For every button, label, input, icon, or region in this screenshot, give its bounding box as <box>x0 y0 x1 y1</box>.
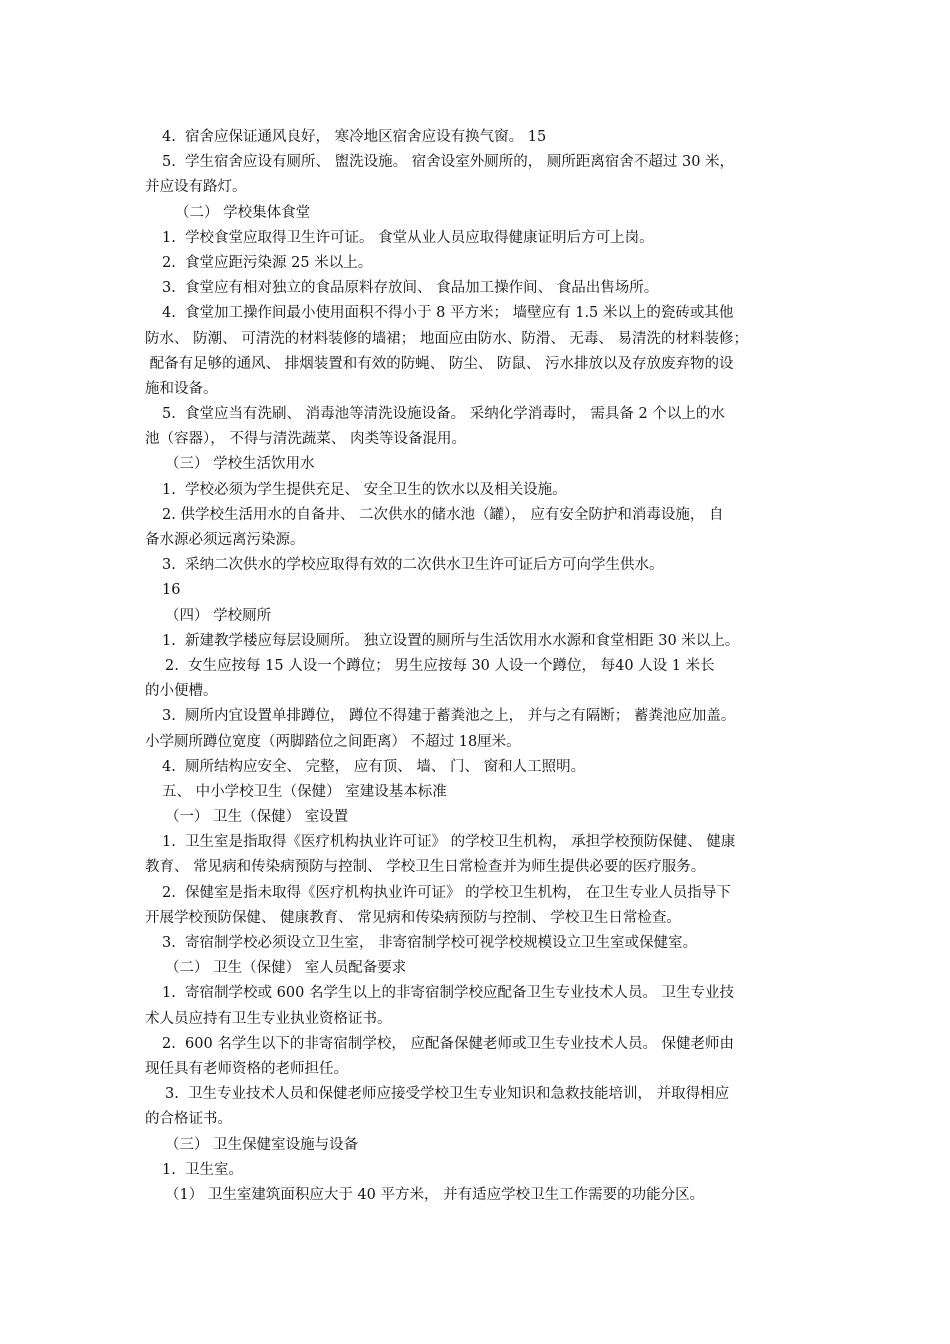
text-line: 池（容器）， 不得与清洗蔬菜、 肉类等设备混用。 <box>145 431 466 448</box>
text-line: 1. 寄宿制学校或 600 名学生以上的非寄宿制学校应配备卫生专业技术人员。 卫生专业技 <box>162 985 735 1002</box>
text-line: 1. 卫生室是指取得《医疗机构执业许可证》 的学校卫生机构， 承担学校预防保健、 健康 <box>162 834 736 851</box>
text-line: 配备有足够的通风、 排烟装置和有效的防蝇、 防尘、 防鼠、 污水排放以及存放废弃物的设 <box>145 355 734 372</box>
text-line: 4. 食堂加工操作间最小使用面积不得小于 8 平方米； 墙壁应有 1.5 米以上的瓷砖或其他 <box>162 305 734 322</box>
text-line: 教育、 常见病和传染病预防与控制、 学校卫生日常检查并为师生提供必要的医疗服务。 <box>145 859 706 876</box>
text-line: 小学厕所蹲位宽度（两脚踏位之间距离） 不超过 18厘米。 <box>145 733 521 750</box>
text-line: 2. 供学校生活用水的自备井、 二次供水的储水池（罐）， 应有安全防护和消毒设施， 自 <box>162 506 724 523</box>
text-line: 1. 学校必须为学生提供充足、 安全卫生的饮水以及相关设施。 <box>162 481 567 498</box>
text-line: 4. 宿舍应保证通风良好， 寒冷地区宿舍应设有换气窗。 15 <box>162 129 547 145</box>
text-line: （一） 卫生（保健） 室设置 <box>165 809 349 826</box>
text-line: 防水、 防潮、 可清洗的材料装修的墙裙； 地面应由防水、防滑、 无毒、 易清洗的材料装修； <box>145 330 749 347</box>
document-body <box>145 125 810 1208</box>
text-line: （二） 学校集体食堂 <box>175 204 311 221</box>
text-line: 3. 卫生专业技术人员和保健老师应接受学校卫生专业知识和急救技能培训， 并取得相应 <box>165 1086 730 1103</box>
text-line: 备水源必须远离污染源。 <box>145 532 305 548</box>
text-line: 现任具有老师资格的老师担任。 <box>145 1060 348 1077</box>
text-line: 3. 寄宿制学校必须设立卫生室， 非寄宿制学校可视学校规模设立卫生室或保健室。 <box>162 935 698 951</box>
text-line: （四） 学校厕所 <box>165 607 272 624</box>
text-line: （1） 卫生室建筑面积应大于 40 平方米， 并有适应学校卫生工作需要的功能分区。 <box>165 1186 705 1203</box>
text-line: 2. 女生应按每 15 人设一个蹲位； 男生应按每 30 人设一个蹲位， 每40 人设 1 米长 <box>165 657 715 674</box>
text-line: 3. 厕所内宜设置单排蹲位， 蹲位不得建于蓄粪池之上， 并与之有隔断； 蓄粪池应加盖。 <box>162 708 736 725</box>
text-line: 五、 中小学校卫生（保健） 室建设基本标准 <box>162 783 447 800</box>
text-line: 1. 学校食堂应取得卫生许可证。 食堂从业人员应取得健康证明后方可上岗。 <box>162 229 654 246</box>
text-line: 的小便槽。 <box>145 683 218 700</box>
text-line: 并应设有路灯。 <box>145 179 247 196</box>
text-line: （三） 卫生保健室设施与设备 <box>165 1136 359 1153</box>
text-line: 3. 食堂应有相对独立的食品原料存放间、 食品加工操作间、 食品出售场所。 <box>162 280 659 297</box>
text-line: 开展学校预防保健、 健康教育、 常见病和传染病预防与控制、 学校卫生日常检查。 <box>145 909 681 926</box>
text-line: 1. 新建教学楼应每层设厕所。 独立设置的厕所与生活饮用水水源和食堂相距 30 米以上。 <box>162 632 740 649</box>
text-line: 2. 食堂应距污染源 25 米以上。 <box>162 254 373 271</box>
text-line: 2. 保健室是指未取得《医疗机构执业许可证》 的学校卫生机构， 在卫生专业人员指导下 <box>162 884 731 901</box>
text-line: 4. 厕所结构应安全、 完整， 应有顶、 墙、 门、 窗和人工照明。 <box>162 758 586 775</box>
text-line: 5. 食堂应当有洗刷、 消毒池等清洗设施设备。 采纳化学消毒时， 需具备 2 个以上的水 <box>162 406 725 423</box>
text-line: 2. 600 名学生以下的非寄宿制学校， 应配备保健老师或卫生专业技术人员。 保健老师由 <box>162 1035 735 1052</box>
text-line: 的合格证书。 <box>145 1111 232 1128</box>
text-line: （二） 卫生（保健） 室人员配备要求 <box>165 960 407 977</box>
text-line: 术人员应持有卫生专业执业资格证书。 <box>145 1010 392 1027</box>
text-line: 3. 采纳二次供水的学校应取得有效的二次供水卫生许可证后方可向学生供水。 <box>162 557 664 574</box>
text-line: 施和设备。 <box>145 380 218 397</box>
text-line: 16 <box>162 582 181 599</box>
text-line: （三） 学校生活饮用水 <box>165 456 315 473</box>
text-line: 1. 卫生室。 <box>162 1161 244 1178</box>
text-line: 5. 学生宿舍应设有厕所、 盥洗设施。 宿舍设室外厕所的， 厕所距离宿舍不超过 30 米， <box>162 154 735 171</box>
